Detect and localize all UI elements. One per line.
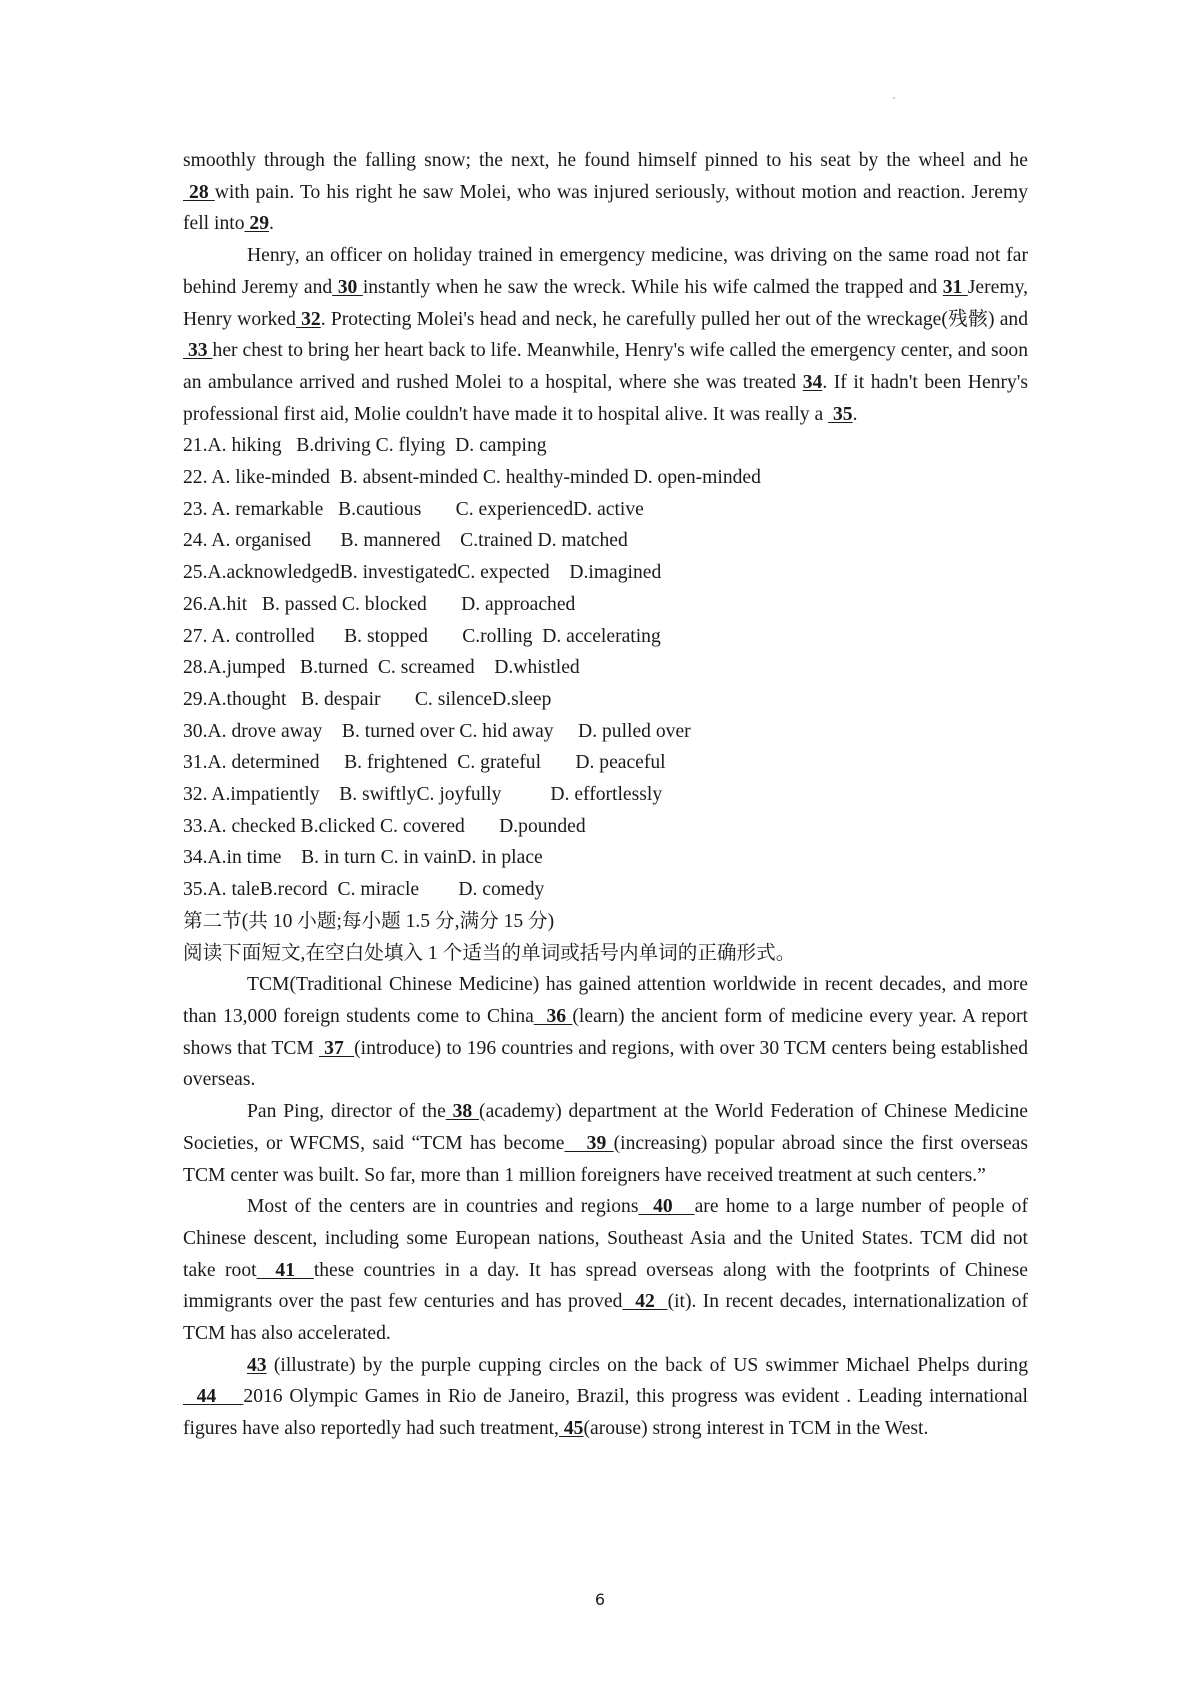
blank-38: 38 (445, 1101, 480, 1123)
option-line-31: 31.A. determined B. frightened C. grateful D. peaceful (183, 752, 666, 774)
scan-speck (893, 97, 895, 99)
passage2-paragraph-3 (183, 1191, 1028, 1350)
option-line-22: 22. A. like-minded B. absent-minded C. healthy-minded D. open-minded (183, 467, 761, 489)
passage-text: . (269, 213, 274, 235)
passage1-paragraph-2 (183, 240, 1028, 430)
option-line-33: 33.A. checked B.clicked C. covered D.pounded (183, 815, 586, 837)
passage-text: smoothly through the falling snow; the next, he found himself pinned to his seat by the wheel and he (183, 150, 1028, 171)
page-number: 6 (594, 1590, 606, 1609)
passage-text: Henry, an officer on holiday trained in emergency medicine, was driving on the same road not far behind Jeremy and (183, 245, 1028, 298)
option-line-23: 23. A. remarkable B.cautious C. experiencedD. active (183, 498, 644, 520)
passage-text: (it). In recent decades, internationalization of TCM has also accelerated. (183, 1291, 1029, 1345)
option-line-34: 34.A.in time B. in turn C. in vainD. in place (183, 847, 543, 869)
passage-text: . Protecting Molei's head and neck, he carefully pulled her out of the wreckage(残骸) and (320, 308, 1028, 330)
option-line-26: 26.A.hit B. passed C. blocked D. approached (183, 593, 576, 615)
blank-31: 31 (942, 276, 968, 298)
option-line-35: 35.A. taleB.record C. miracle D. comedy (183, 879, 545, 901)
blank-29: 29 (244, 213, 269, 235)
blank-41: 41 (256, 1259, 314, 1281)
blank-42: 42 (622, 1291, 668, 1313)
passage-text: 2016 Olympic Games in Rio de Janeiro, Brazil, this progress was evident . Leading international figures have also reportedly had such treatment, (183, 1386, 1028, 1440)
passage-text: Pan Ping, director of the (247, 1101, 446, 1123)
passage-text: are home to a large number of people of Chinese descent, including some European nations, Southeast Asia and the United States. TCM did not take root (183, 1196, 1028, 1281)
option-line-25: 25.A.acknowledgedB. investigatedC. expected D.imagined (183, 562, 662, 584)
passage-text: . (852, 403, 858, 425)
blank-33: 33 (183, 340, 213, 362)
passage-text: (introduce) to 196 countries and regions, with over 30 TCM centers being established overseas. (183, 1037, 1028, 1091)
passage2-paragraph-1 (183, 969, 1028, 1096)
passage-text: Jeremy, Henry worked (183, 276, 1029, 330)
passage-text: TCM(Traditional Chinese Medicine) has gained attention worldwide in recent decades, and more than 13,000 foreign students come to China (183, 974, 1028, 1027)
document-page (183, 145, 1028, 1445)
passage-text: instantly when he saw the wreck. While his wife calmed the trapped and (362, 276, 943, 298)
blank-45: 45 (558, 1418, 584, 1440)
option-line-21: 21.A. hiking B.driving C. flying D. camping (183, 435, 547, 457)
passage-text: (arouse) strong interest in TCM in the West. (583, 1418, 929, 1440)
passage-text: . If it hadn't been Henry's professional first aid, Molie couldn't have made it to hospital alive. It was really a (183, 371, 1028, 425)
passage-text: her chest to bring her heart back to life. Meanwhile, Henry's wife called the emergency center, and soon an ambulance arrived and rushed Molei to a hospital, where she was treated (183, 340, 1028, 393)
passage-text: (learn) the ancient form of medicine every year. A report shows that TCM (183, 1005, 1028, 1059)
option-line-30: 30.A. drove away B. turned over C. hid away D. pulled over (183, 720, 691, 742)
passage-text: these countries in a day. It has spread overseas along with the footprints of Chinese immigrants over the past few centuries and has proved (183, 1259, 1028, 1313)
section-instruction: 阅读下面短文,在空白处填入 1 个适当的单词或括号内单词的正确形式。 (183, 942, 796, 964)
blank-40: 40 (638, 1196, 695, 1218)
blank-32: 32 (295, 308, 321, 330)
blank-43: 43 (247, 1354, 267, 1376)
passage2-paragraph-2 (183, 1096, 1028, 1191)
option-line-24: 24. A. organised B. mannered C.trained D. matched (183, 530, 628, 552)
blank-28: 28 (183, 181, 215, 203)
passage-text: (academy) department at the World Federation of Chinese Medicine Societies, or WFCMS, said “TCM has become (183, 1101, 1028, 1154)
passage1-paragraph-1 (183, 145, 1028, 240)
section-heading: 第二节(共 10 小题;每小题 1.5 分,满分 15 分) (183, 910, 555, 932)
blank-37: 37 (319, 1037, 355, 1059)
passage-text: (illustrate) by the purple cupping circles on the back of US swimmer Michael Phelps during (266, 1354, 1028, 1376)
option-line-29: 29.A.thought B. despair C. silenceD.sleep (183, 688, 552, 710)
option-line-28: 28.A.jumped B.turned C. screamed D.whistled (183, 657, 580, 679)
passage-text: (increasing) popular abroad since the first overseas TCM center was built. So far, more than 1 million foreigners have received treatment at such centers.” (183, 1132, 1029, 1186)
blank-35: 35 (828, 403, 853, 425)
passage-text: Most of the centers are in countries and regions (247, 1196, 639, 1218)
options-list (183, 430, 1028, 906)
option-line-27: 27. A. controlled B. stopped C.rolling D. accelerating (183, 625, 661, 647)
blank-30: 30 (332, 276, 363, 298)
blank-34: 34 (802, 371, 823, 393)
blank-39: 39 (564, 1132, 614, 1154)
passage2-paragraph-4 (183, 1350, 1028, 1445)
option-line-32: 32. A.impatiently B. swiftlyC. joyfully D. effortlessly (183, 784, 663, 806)
blank-36: 36 (533, 1005, 573, 1027)
blank-44: 44 (183, 1386, 244, 1408)
passage-text: with pain. To his right he saw Molei, who was injured seriously, without motion and reaction. Jeremy fell into (183, 181, 1029, 235)
